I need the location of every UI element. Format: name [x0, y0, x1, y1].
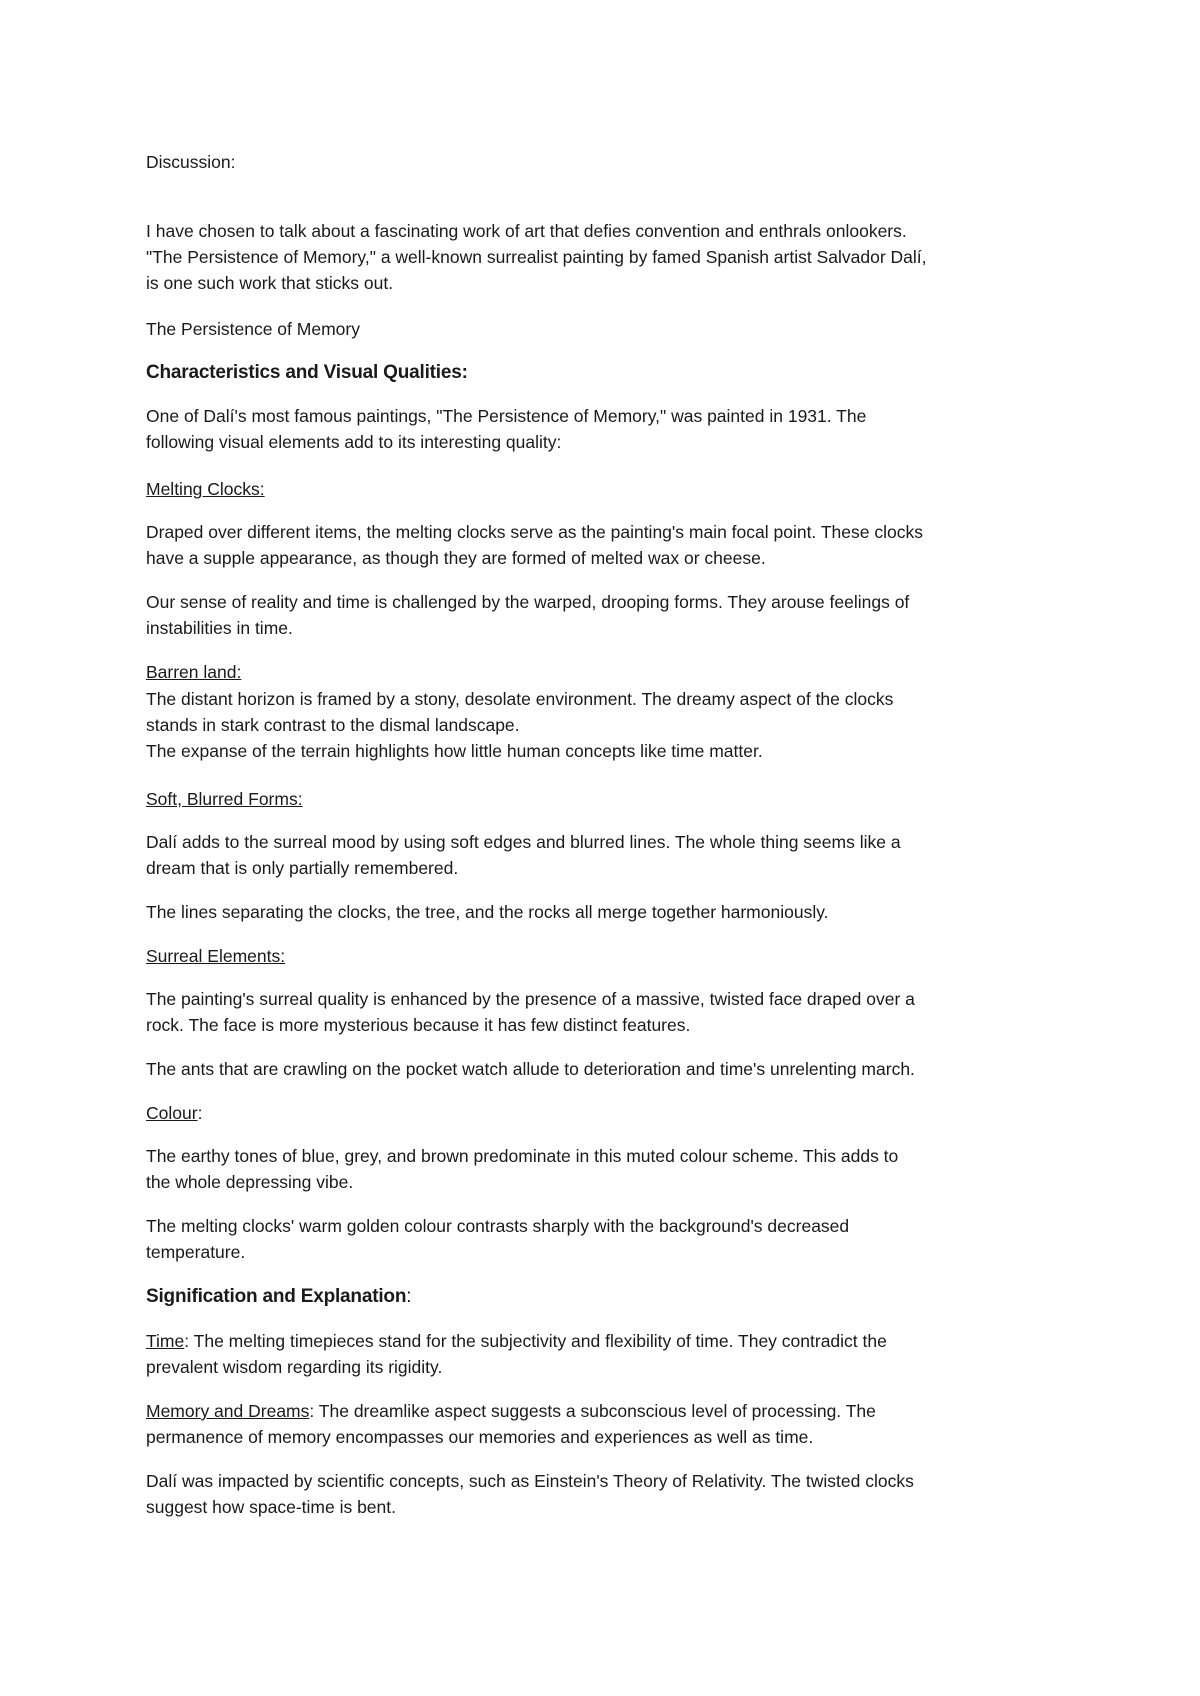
memory-paragraph: Memory and Dreams: The dreamlike aspect suggests a subconscious level of processing. The permanence of memory encompasses our memories and experiences as well as time. [146, 1401, 876, 1447]
subheading-surreal-elements: Surreal Elements: [146, 946, 286, 966]
relativity-paragraph: Dalí was impacted by scientific concepts, such as Einstein's Theory of Relativity. The twisted clocks suggest how space-time is bent. [146, 1471, 914, 1517]
surreal-elements-paragraph-2: The ants that are crawling on the pocket watch allude to deterioration and time's unrelenting march. [146, 1059, 915, 1079]
colour-paragraph-1: The earthy tones of blue, grey, and brown predominate in this muted colour scheme. This adds to the whole depressing vibe. [146, 1146, 899, 1192]
subheading-barren-land: Barren land: [146, 662, 242, 682]
melting-clocks-paragraph-1: Draped over different items, the melting clocks serve as the painting's main focal point. These clocks have a supple appearance, as though they are formed of melted wax or cheese. [146, 522, 923, 568]
soft-forms-paragraph-1: Dalí adds to the surreal mood by using soft edges and blurred lines. The whole thing seems like a dream that is only partially remembered. [146, 832, 901, 878]
section-heading-characteristics: Characteristics and Visual Qualities: [146, 362, 468, 383]
intro-paragraph: I have chosen to talk about a fascinating work of art that defies convention and enthrals onlookers. "The Persistence of Memory," a well-known surrealist painting by famed Spanish artist Salvador Dalí, is one such work that sticks out. [146, 221, 927, 293]
barren-land-paragraph: The distant horizon is framed by a stony, desolate environment. The dreamy aspect of the clocks stands in stark contrast to the dismal landscape. The expanse of the terrain highlights how little human concepts like time matter. [146, 689, 894, 761]
subheading-melting-clocks: Melting Clocks: [146, 479, 265, 499]
artwork-title: The Persistence of Memory [146, 319, 360, 339]
melting-clocks-paragraph-2: Our sense of reality and time is challenged by the warped, drooping forms. They arouse feelings of instabilities in time. [146, 592, 910, 638]
soft-forms-paragraph-2: The lines separating the clocks, the tree, and the rocks all merge together harmoniously. [146, 902, 829, 922]
subheading-colour: Colour: [146, 1103, 203, 1123]
discussion-label: Discussion: [146, 152, 236, 172]
surreal-elements-paragraph-1: The painting's surreal quality is enhanced by the presence of a massive, twisted face draped over a rock. The face is more mysterious because it has few distinct features. [146, 989, 915, 1035]
subheading-soft-forms: Soft, Blurred Forms: [146, 789, 303, 809]
colour-paragraph-2: The melting clocks' warm golden colour contrasts sharply with the background's decreased temperature. [146, 1216, 850, 1262]
time-paragraph: Time: The melting timepieces stand for the subjectivity and flexibility of time. They contradict the prevalent wisdom regarding its rigidity. [146, 1331, 887, 1377]
section-heading-signification: Signification and Explanation: [146, 1286, 412, 1307]
characteristics-intro: One of Dalí's most famous paintings, "The Persistence of Memory," was painted in 1931. The following visual elements add to its interesting quality: [146, 406, 867, 452]
